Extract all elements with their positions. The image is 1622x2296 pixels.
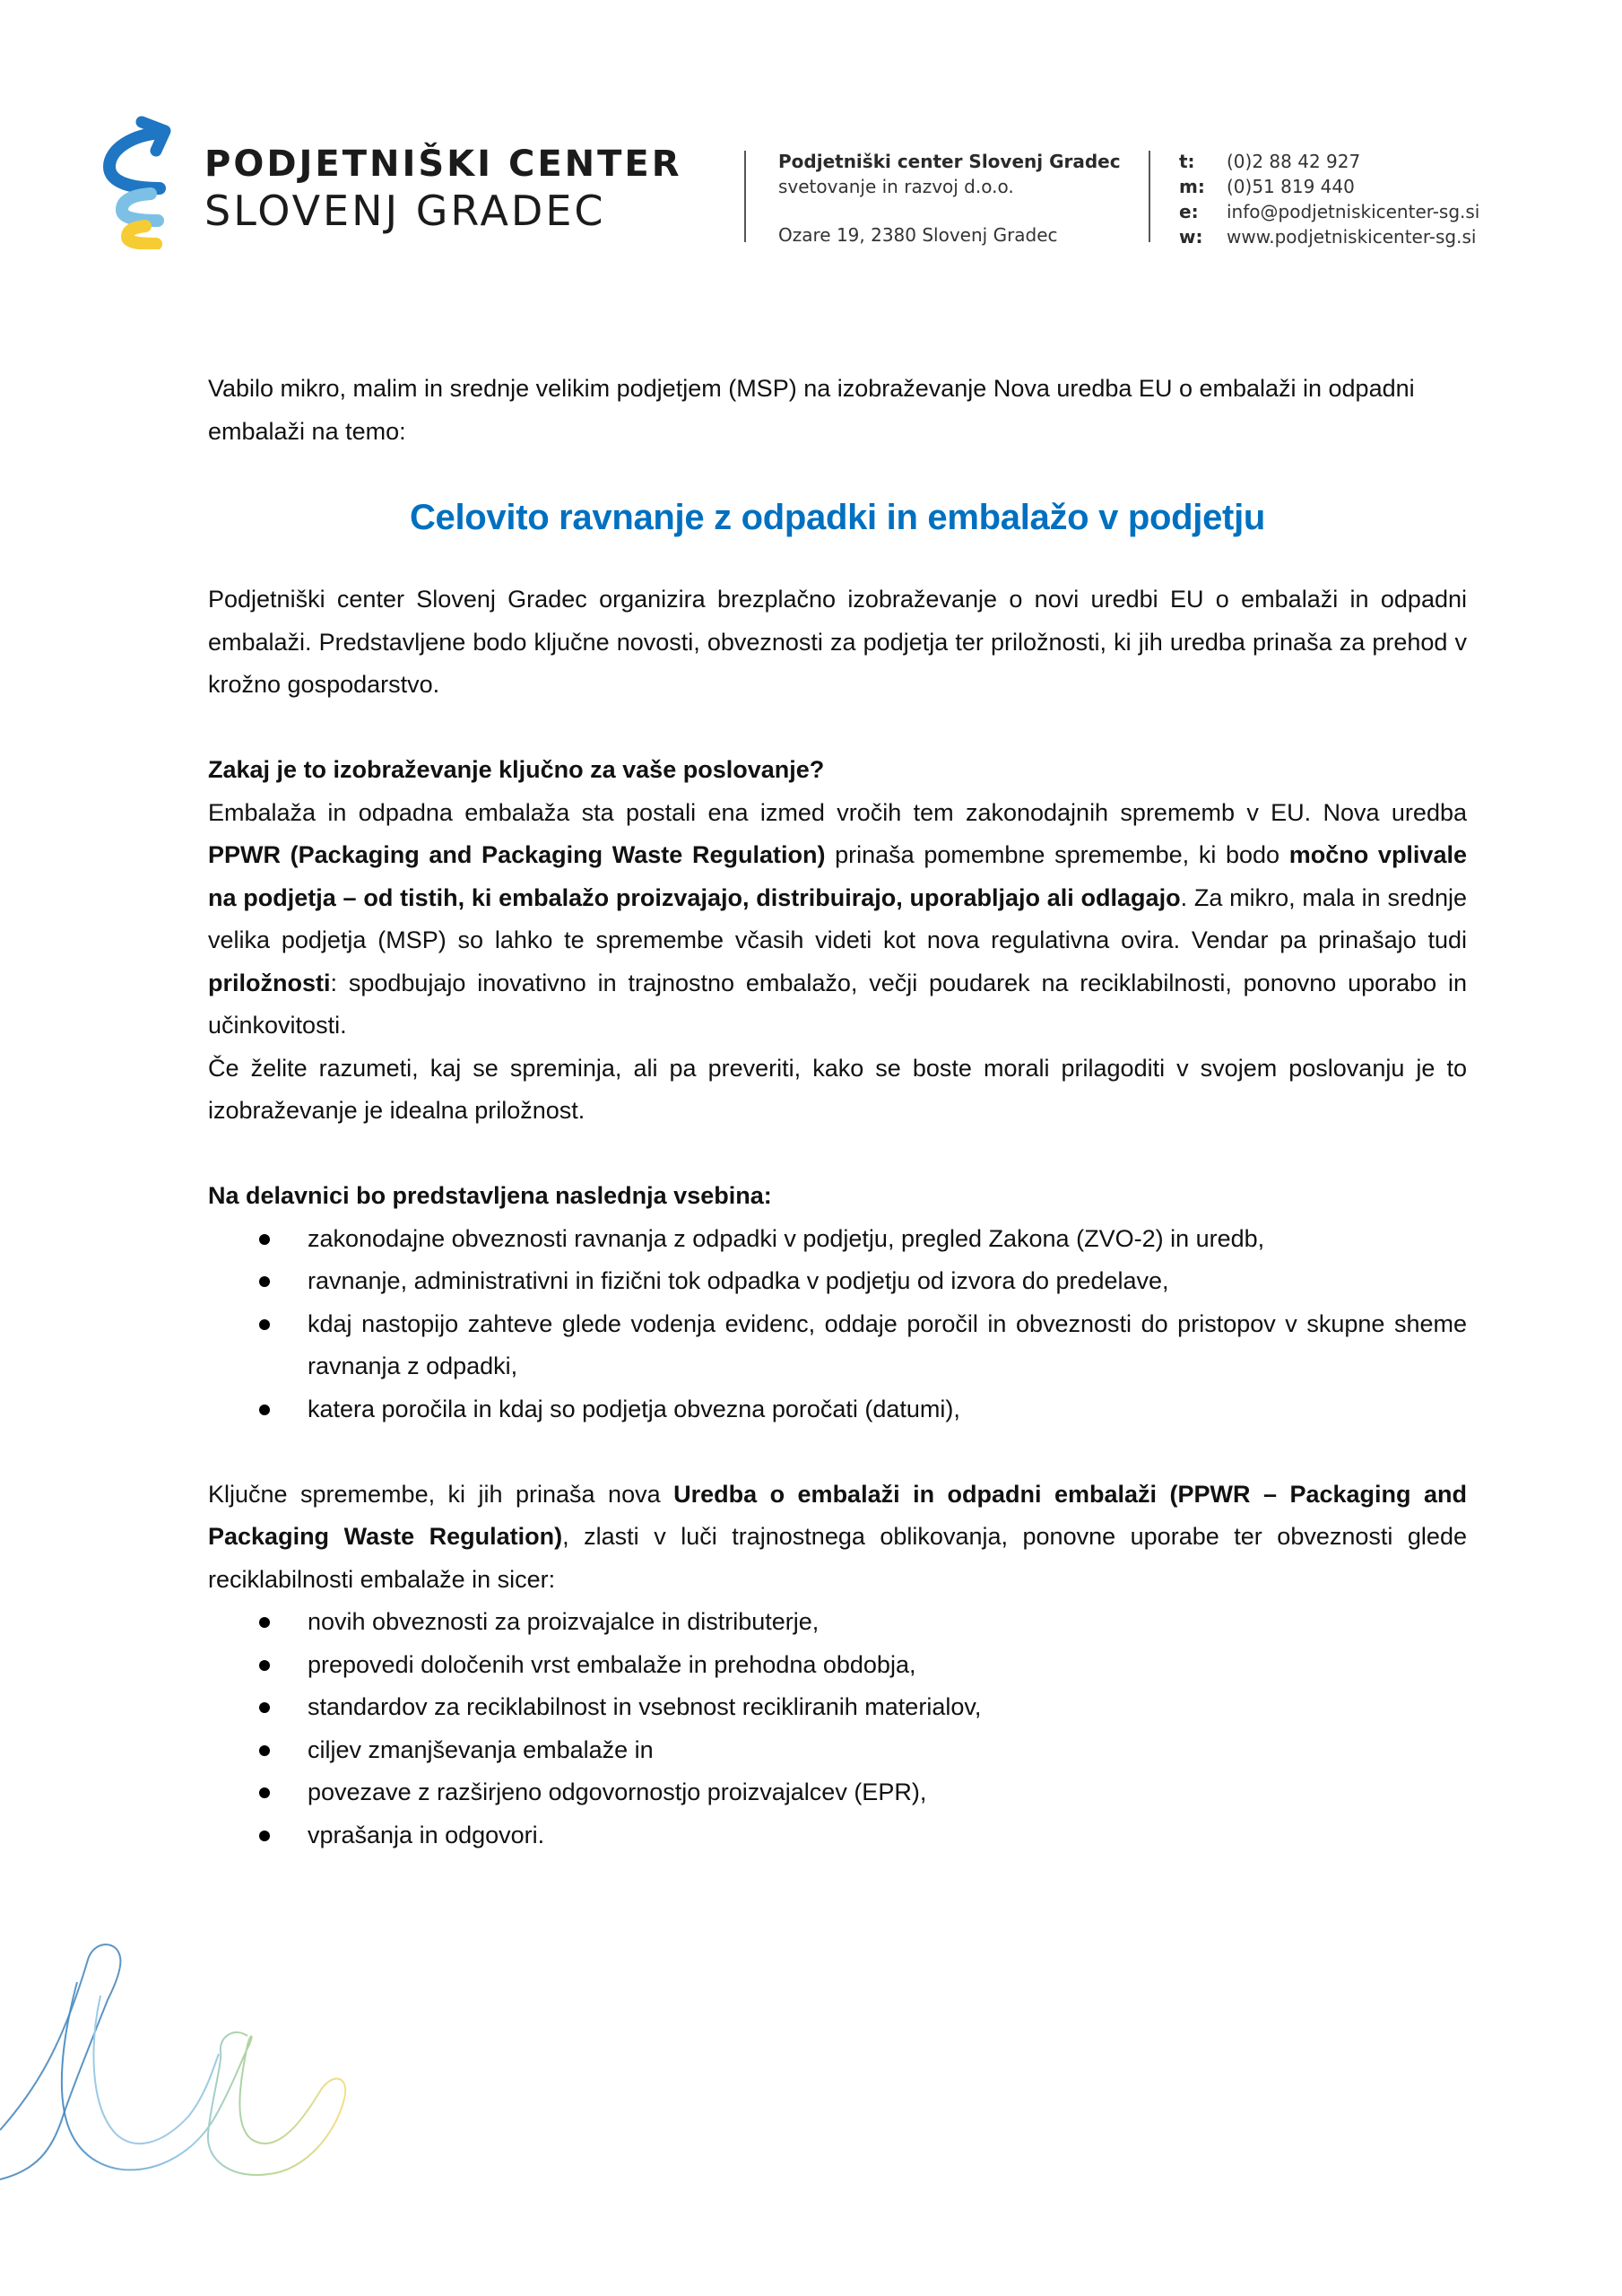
document-title: Celovito ravnanje z odpadki in embalažo v podjetju (409, 498, 1266, 537)
paragraph-why (208, 792, 1467, 1048)
list-item-text: ravnanje, administrativni in fizični tok odpadka v podjetju od izvora do predelave, (308, 1267, 1169, 1294)
list-item (208, 1601, 1467, 1644)
workshop-content-list (208, 1218, 1467, 1431)
text-run: , zlasti v luči trajnostnega oblikovanja, ponovne uporabe ter obveznosti glede reciklabilnosti embalaže in sicer: (208, 1523, 1467, 1593)
spacer (208, 1133, 1467, 1176)
company-address: Ozare 19, 2380 Slovenj Gradec (778, 224, 1058, 246)
bullet-icon (259, 1787, 270, 1798)
spacer (208, 1431, 1467, 1474)
bullet-icon (259, 1405, 270, 1415)
list-item (208, 1686, 1467, 1729)
company-subtitle: svetovanje in razvoj d.o.o. (778, 176, 1014, 197)
logo-line-1: PODJETNIŠKI CENTER (204, 144, 682, 185)
text-run: Ključne spremembe, ki jih prinaša nova (208, 1480, 674, 1508)
list-item-text: novih obveznosti za proizvajalce in distributerje, (308, 1608, 820, 1635)
logo-line-2: SLOVENJ GRADEC (204, 187, 606, 235)
bullet-icon (259, 1617, 270, 1628)
text-run-bold: PPWR (Packaging and Packaging Waste Regulation) (208, 841, 826, 868)
section-heading-why: Zakaj je to izobraževanje ključno za vaše poslovanje? (208, 756, 825, 783)
text-run-bold: Uredba o embalaži in odpadni embalaži (PPWR – Packaging and Packaging Waste Regulation) (208, 1480, 1468, 1550)
section-heading-content: Na delavnici bo predstavljena naslednja vsebina: (208, 1182, 772, 1209)
list-item (208, 1260, 1467, 1303)
mobile-number: (0)51 819 440 (1227, 176, 1355, 197)
logo-wordmark (204, 142, 682, 235)
list-item (208, 1729, 1467, 1772)
paragraph-overview: Podjetniški center Slovenj Gradec organizira brezplačno izobraževanje o novi uredbi EU o embalaži in odpadni embalaži. Predstavljene bodo ključne novosti, obveznosti za podjetja ter priložnosti, ki jih uredba prinaša za prehod v krožno gospodarstvo. (208, 586, 1467, 698)
email-link[interactable]: info@podjetniskicenter-sg.si (1227, 201, 1480, 222)
header-divider (1149, 151, 1150, 242)
swirl-line-decoration (0, 1910, 377, 2188)
text-run: . Za mikro, mala in srednje velika podjetja (MSP) so lahko te spremembe včasih videti kot nova regulativna ovira. Vendar pa prinašajo tudi (208, 883, 1467, 953)
contact-mobile (1179, 174, 1479, 199)
bullet-icon (259, 1745, 270, 1756)
contact-phone (1179, 149, 1479, 174)
contact-label: e: (1179, 201, 1199, 222)
contact-label: w: (1179, 226, 1203, 248)
list-item-text: ciljev zmanjševanja embalaže in (308, 1735, 654, 1763)
intro-paragraph: Vabilo mikro, malim in srednje velikim podjetjem (MSP) na izobraževanje Nova uredba EU o embalaži in odpadni embalaži na temo: (208, 375, 1415, 445)
list-item (208, 1771, 1467, 1814)
contact-web (1179, 224, 1479, 249)
text-run: : spodbujajo inovativno in trajnostno embalažo, večji poudarek na reciklabilnosti, ponovno uporabo in učinkovitosti. (208, 969, 1467, 1039)
website-link[interactable]: www.podjetniskicenter-sg.si (1227, 226, 1477, 248)
list-item (208, 1814, 1467, 1857)
list-item-text: katera poročila in kdaj so podjetja obvezna poročati (datumi), (308, 1395, 960, 1422)
list-item-text: standardov za reciklabilnost in vsebnost recikliranih materialov, (308, 1693, 982, 1720)
key-changes-list (208, 1601, 1467, 1857)
phone-number: (0)2 88 42 927 (1227, 151, 1361, 172)
bullet-icon (259, 1702, 270, 1713)
list-item (208, 1644, 1467, 1687)
list-item (208, 1218, 1467, 1261)
bullet-icon (259, 1276, 270, 1287)
contact-info (1179, 149, 1479, 249)
list-item-text: vprašanja in odgovori. (308, 1821, 545, 1848)
company-info (778, 149, 1121, 248)
paragraph-key-changes (208, 1474, 1467, 1602)
list-item-text: prepovedi določenih vrst embalaže in prehodna obdobja, (308, 1650, 916, 1678)
bullet-icon (259, 1234, 270, 1245)
list-item (208, 1303, 1467, 1388)
letterhead (0, 0, 1622, 287)
bullet-icon (259, 1660, 270, 1671)
list-item (208, 1388, 1467, 1431)
text-run: prinaša pomembne spremembe, ki bodo (825, 841, 1289, 868)
contact-email (1179, 199, 1479, 224)
company-name: Podjetniški center Slovenj Gradec (778, 151, 1121, 172)
text-run: Embalaža in odpadna embalaža sta postali ena izmed vročih tem zakonodajnih sprememb v EU. Nova uredba (208, 798, 1467, 826)
header-divider (744, 151, 746, 242)
text-run-bold: priložnosti (208, 969, 331, 996)
bullet-icon (259, 1319, 270, 1330)
paragraph-why-2: Če želite razumeti, kaj se spreminja, ali pa preveriti, kako se boste morali prilagoditi v svojem poslovanju je to izobraževanje je idealna priložnost. (208, 1054, 1467, 1124)
spacer (208, 707, 1467, 750)
document-body (208, 368, 1467, 1857)
contact-label: m: (1179, 176, 1205, 197)
list-item-text: povezave z razširjeno odgovornostjo proizvajalcev (EPR), (308, 1779, 927, 1805)
spiral-arrow-icon (97, 115, 186, 249)
text-run-bold: močno vplivale na podjetja – od tistih, ki embalažo proizvajajo, distribuirajo, uporabljajo ali odlagajo (208, 841, 1467, 911)
bullet-icon (259, 1831, 270, 1841)
list-item-text: zakonodajne obveznosti ravnanja z odpadki v podjetju, pregled Zakona (ZVO-2) in uredb, (308, 1224, 1265, 1252)
list-item-text: kdaj nastopijo zahteve glede vodenja evidenc, oddaje poročil in obveznosti do pristopov v skupne sheme ravnanja z odpadki, (308, 1309, 1467, 1379)
contact-label: t: (1179, 151, 1195, 172)
